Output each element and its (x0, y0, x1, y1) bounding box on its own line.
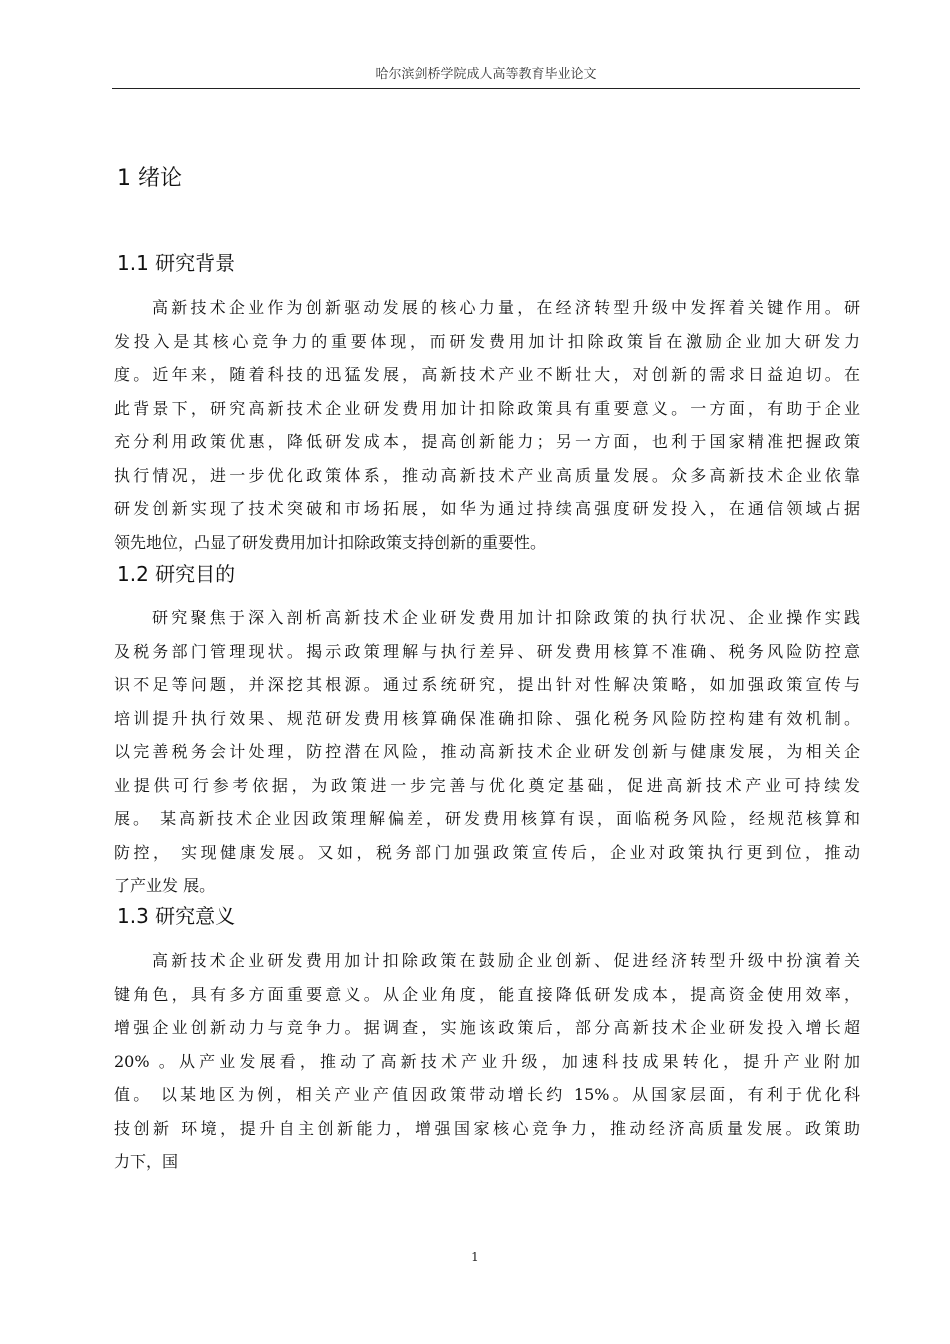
paragraph-line: 执行情况，进一步优化政策体系，推动高新技术产业高质量发展。众多高新技术企业依靠 (114, 465, 860, 485)
paragraph-line: 领先地位，凸显了研发费用加计扣除政策支持创新的重要性。 (114, 532, 547, 552)
paragraph-line: 力下，国 (114, 1152, 179, 1171)
paragraph-line: 值。 以某地区为例，相关产业产值因政策带动增长约 15%。从国家层面，有利于优化科 (114, 1085, 860, 1104)
paragraph-research-purpose (114, 601, 860, 903)
paragraph-line: 展。 某高新技术企业因政策理解偏差，研发费用核算有误，面临税务风险，经规范核算和 (114, 809, 860, 828)
paragraph-line: 研发创新实现了技术突破和市场拓展，如华为通过持续高强度研发投入，在通信领域占据 (114, 499, 860, 518)
paragraph-line: 充分利用政策优惠，降低研发成本，提高创新能力；另一方面，也利于国家精准把握政策 (114, 432, 860, 451)
section-title-significance: 1.3 研究意义 (117, 904, 236, 928)
paragraph-line: 识不足等问题，并深挖其根源。通过系统研究，提出针对性解决策略，如加强政策宣传与 (114, 675, 860, 694)
paragraph-line: 防控， 实现健康发展。又如，税务部门加强政策宣传后，企业对政策执行更到位，推动 (114, 842, 860, 862)
paragraph-research-significance (114, 944, 860, 1179)
page-number: 1 (471, 1250, 479, 1264)
paragraph-line: 增强企业创新动力与竞争力。据调查，实施该政策后，部分高新技术企业研发投入增长超 (114, 1018, 860, 1037)
paragraph-line: 此背景下，研究高新技术企业研发费用加计扣除政策具有重要意义。一方面，有助于企业 (114, 398, 860, 418)
header-title: 哈尔滨剑桥学院成人高等教育毕业论文 (375, 67, 597, 82)
section-title-background: 1.1 研究背景 (117, 251, 236, 275)
paragraph-line: 了产业发 展。 (114, 876, 216, 895)
paragraph-line: 键角色，具有多方面重要意义。从企业角度，能直接降低研发成本，提高资金使用效率， (114, 984, 860, 1004)
paragraph-line: 技创新 环境，提升自主创新能力，增强国家核心竞争力，推动经济高质量发展。政策助 (114, 1118, 860, 1138)
page-header (112, 66, 860, 89)
paragraph-line: 业提供可行参考依据，为政策进一步完善与优化奠定基础，促进高新技术产业可持续发 (114, 775, 860, 795)
paragraph-line: 培训提升执行效果、规范研发费用核算确保准确扣除、强化税务风险防控构建有效机制。 (114, 708, 860, 728)
paragraph-research-background (114, 291, 860, 559)
paragraph-line: 20% 。从产业发展看，推动了高新技术产业升级，加速科技成果转化，提升产业附加 (114, 1051, 860, 1071)
paragraph-line: 及税务部门管理现状。揭示政策理解与执行差异、研发费用核算不准确、税务风险防控意 (114, 641, 860, 661)
paragraph-line: 研究聚焦于深入剖析高新技术企业研发费用加计扣除政策的执行状况、企业操作实践 (152, 608, 860, 627)
chapter-title: 1 绪论 (117, 166, 182, 191)
paragraph-line: 度。近年来，随着科技的迅猛发展，高新技术产业不断壮大，对创新的需求日益迫切。在 (114, 365, 860, 384)
paragraph-line: 高新技术企业作为创新驱动发展的核心力量，在经济转型升级中发挥着关键作用。研 (152, 298, 860, 317)
paragraph-line: 高新技术企业研发费用加计扣除政策在鼓励企业创新、促进经济转型升级中扮演着关 (152, 951, 860, 970)
paragraph-line: 发投入是其核心竞争力的重要体现，而研发费用加计扣除政策旨在激励企业加大研发力 (114, 331, 860, 351)
section-title-purpose: 1.2 研究目的 (117, 562, 236, 586)
paragraph-line: 以完善税务会计处理，防控潜在风险，推动高新技术企业研发创新与健康发展，为相关企 (114, 742, 860, 761)
